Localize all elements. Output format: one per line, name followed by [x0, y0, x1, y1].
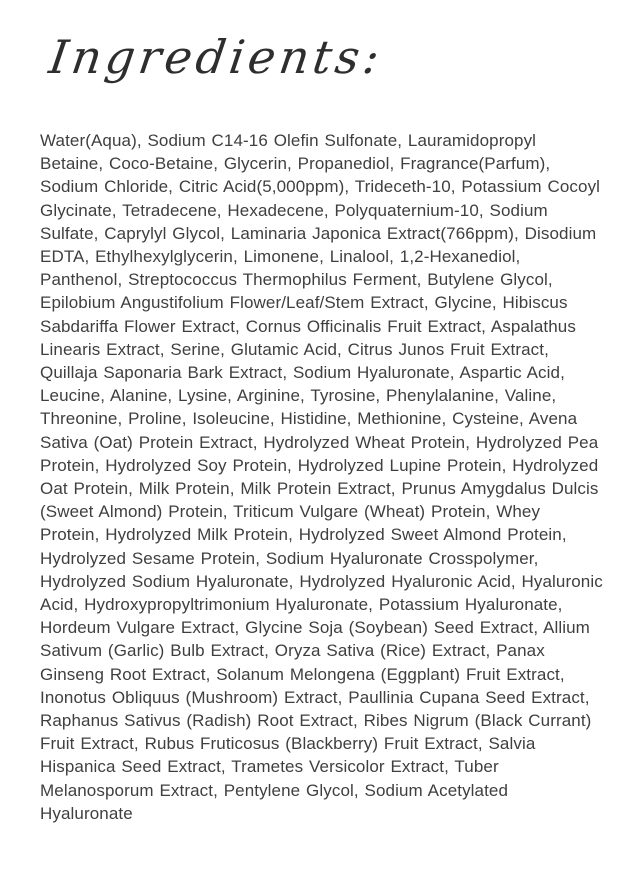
ingredients-text: Water(Aqua), Sodium C14-16 Olefin Sulfonate, Lauramidopropyl Betaine, Coco-Betaine, Glycerin, Propanediol, Fragrance(Parfum), Sodium Chloride, Citric Acid(5,000ppm), Trideceth-10, Potassium Cocoyl Glycinate, Tetradecene, Hexadecene, Polyquaternium-10, Sodium Sulfate, Caprylyl Glycol, Laminaria Japonica Extract(766ppm), Disodium EDTA, Ethylhexylglycerin, Limonene, Linalool, 1,2-Hexanediol, Panthenol, Streptococcus Thermophilus Ferment, Butylene Glycol, Epilobium Angustifolium Flower/Leaf/Stem Extract, Glycine, Hibiscus Sabdariffa Flower Extract, Cornus Officinalis Fruit Extract, Aspalathus Linearis Extract, Serine, Glutamic Acid, Citrus Junos Fruit Extract, Quillaja Saponaria Bark Extract, Sodium Hyaluronate, Aspartic Acid, Leucine, Alanine, Lysine, Arginine, Tyrosine, Phenylalanine, Valine, Threonine, Proline, Isoleucine, Histidine, Methionine, Cysteine, Avena Sativa (Oat) Protein Extract, Hydrolyzed Wheat Protein, Hydrolyzed Pea Protein, Hydrolyzed Soy Protein, Hydrolyzed Lupine Protein, Hydrolyzed Oat Protein, Milk Protein, Milk Protein Extract, Prunus Amygdalus Dulcis (Sweet Almond) Protein, Triticum Vulgare (Wheat) Protein, Whey Protein, Hydrolyzed Milk Protein, Hydrolyzed Sweet Almond Protein, Hydrolyzed Sesame Protein, Sodium Hyaluronate Crosspolymer, Hydrolyzed Sodium Hyaluronate, Hydrolyzed Hyaluronic Acid, Hyaluronic Acid, Hydroxypropyltrimonium Hyaluronate, Potassium Hyaluronate, Hordeum Vulgare Extract, Glycine Soja (Soybean) Seed Extract, Allium Sativum (Garlic) Bulb Extract, Oryza Sativa (Rice) Extract, Panax Ginseng Root Extract, Solanum Melongena (Eggplant) Fruit Extract, Inonotus Obliquus (Mushroom) Extract, Paullinia Cupana Seed Extract, Raphanus Sativus (Radish) Root Extract, Ribes Nigrum (Black Currant) Fruit Extract, Rubus Fruticosus (Blackberry) Fruit Extract, Salvia Hispanica Seed Extract, Trametes Versicolor Extract, Tuber Melanosporum Extract, Pentylene Glycol, Sodium Acetylated Hyaluronate [40, 131, 603, 823]
ingredients-heading: Ingredients: [46, 30, 387, 84]
heading-container [0, 0, 633, 114]
